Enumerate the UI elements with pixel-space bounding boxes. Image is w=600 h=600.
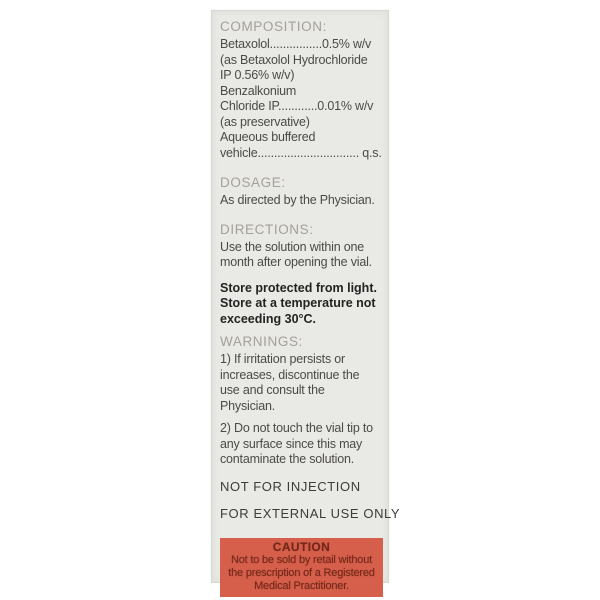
composition-line: Chloride IP............0.01% w/v [220, 99, 374, 113]
warnings-paragraph-2 [220, 421, 383, 468]
external-use-statement: FOR EXTERNAL USE ONLY [220, 505, 401, 521]
composition-line: (as preservative) [220, 114, 310, 129]
caution-box [220, 538, 383, 597]
directions-heading: DIRECTIONS: [220, 221, 314, 237]
storage-instructions [220, 281, 383, 328]
composition-line: IP 0.56% w/v) [220, 68, 295, 82]
warnings-line: increases, discontinue the [220, 367, 360, 382]
dosage-line: As directed by the Physician. [220, 193, 375, 207]
medicine-carton-panel [211, 10, 401, 592]
directions-section [220, 222, 383, 271]
directions-line: Use the solution within one [220, 239, 364, 254]
warnings-line: contaminate the solution. [220, 452, 354, 466]
composition-line: Aqueous buffered [220, 130, 316, 144]
not-for-injection-statement: NOT FOR INJECTION [220, 478, 361, 494]
warnings-line: use and consult the [220, 383, 325, 397]
caution-heading: CAUTION [272, 539, 331, 554]
directions-line: month after opening the vial. [220, 255, 372, 269]
caution-line: the prescription of a Registered [228, 566, 375, 579]
composition-line: Betaxolol................0.5% w/v [220, 37, 372, 51]
dosage-heading: DOSAGE: [220, 175, 286, 190]
warnings-paragraph-1 [220, 352, 383, 414]
composition-line: (as Betaxolol Hydrochloride [220, 52, 368, 67]
storage-line: exceeding 30°C. [220, 311, 317, 326]
composition-section [220, 19, 383, 161]
warnings-line: 1) If irritation persists or [220, 352, 345, 366]
warnings-line: Physician. [220, 398, 275, 413]
storage-line: Store at a temperature not [220, 296, 376, 310]
warnings-line: any surface since this may [220, 436, 363, 451]
warnings-heading: WARNINGS: [220, 334, 303, 349]
warnings-section [220, 334, 383, 468]
caution-line: Medical Practitioner. [254, 579, 349, 592]
storage-line: Store protected from light. [220, 280, 377, 295]
dosage-section [220, 175, 383, 209]
caution-line: Not to be sold by retail without [231, 553, 372, 566]
warnings-line: 2) Do not touch the vial tip to [220, 421, 373, 435]
composition-heading: COMPOSITION: [220, 19, 327, 34]
composition-line: Benzalkonium [220, 83, 297, 98]
composition-line: vehicle............................... q.s. [220, 145, 382, 160]
